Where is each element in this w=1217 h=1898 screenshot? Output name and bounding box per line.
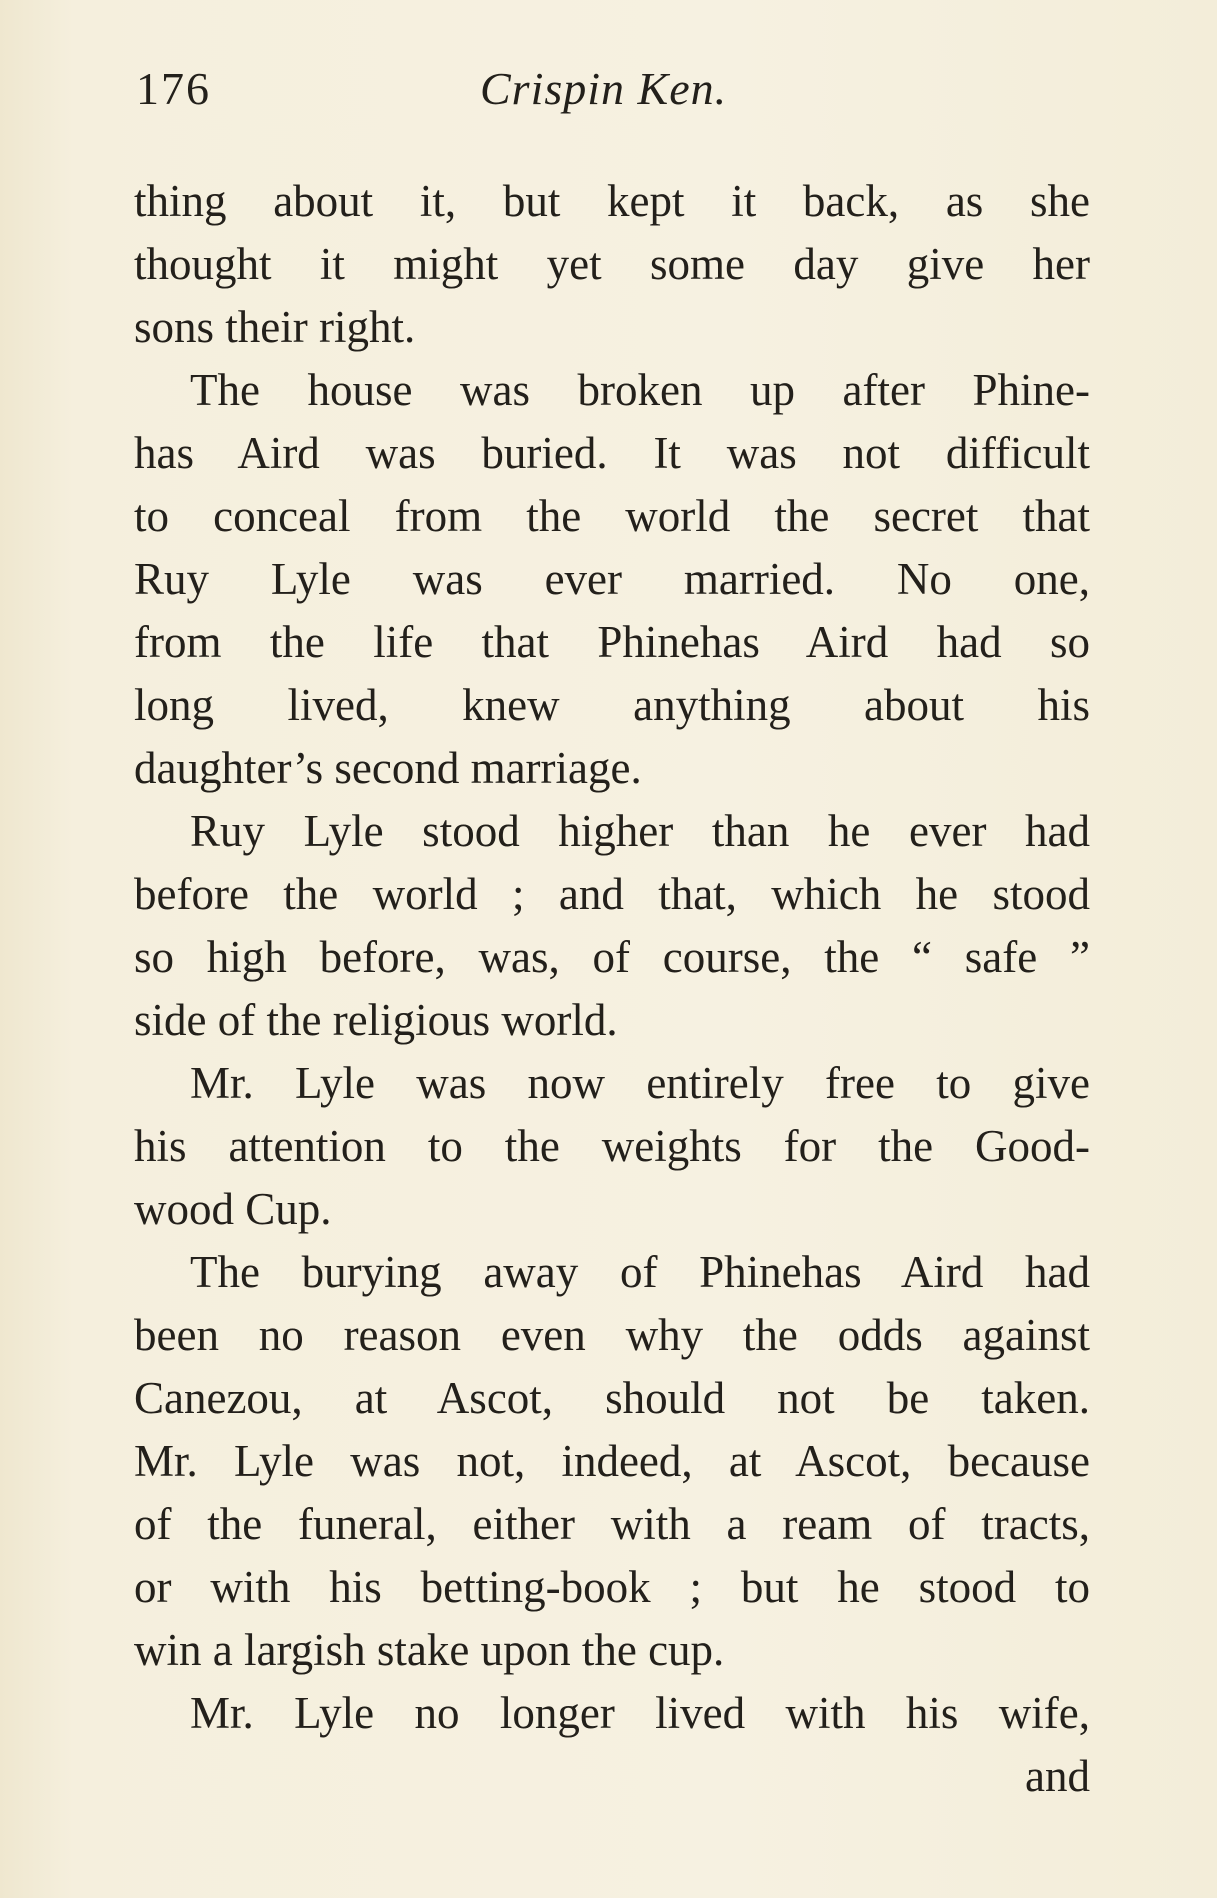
- text-line: or with his betting-book ; but he stood to: [134, 1562, 1090, 1612]
- body-text: [134, 170, 1090, 1808]
- text-line: wood Cup.: [134, 1184, 332, 1234]
- text-line: been no reason even why the odds against: [134, 1310, 1090, 1360]
- text-line: his attention to the weights for the Good-: [134, 1121, 1090, 1171]
- text-line: to conceal from the world the secret that: [134, 491, 1090, 541]
- catchword: and: [1025, 1751, 1090, 1801]
- text-line: has Aird was buried. It was not difficult: [134, 428, 1090, 478]
- text-line: from the life that Phinehas Aird had so: [134, 617, 1090, 667]
- text-line: thought it might yet some day give her: [134, 239, 1090, 289]
- text-line: long lived, knew anything about his: [134, 680, 1090, 730]
- page-header: [136, 62, 1096, 122]
- text-line: thing about it, but kept it back, as she: [134, 176, 1090, 226]
- text-line: The burying away of Phinehas Aird had: [190, 1247, 1090, 1297]
- page-number: 176: [136, 63, 211, 114]
- text-line: Mr. Lyle no longer lived with his wife,: [190, 1688, 1090, 1738]
- text-line: Canezou, at Ascot, should not be taken.: [134, 1373, 1090, 1423]
- text-line: of the funeral, either with a ream of tracts,: [134, 1499, 1090, 1549]
- text-line: Ruy Lyle stood higher than he ever had: [190, 806, 1090, 856]
- text-line: sons their right.: [134, 302, 416, 352]
- text-line: side of the religious world.: [134, 995, 618, 1045]
- running-head: Crispin Ken.: [480, 63, 728, 114]
- text-line: win a largish stake upon the cup.: [134, 1625, 725, 1675]
- text-line: so high before, was, of course, the “ safe ”: [134, 932, 1090, 982]
- text-line: before the world ; and that, which he stood: [134, 869, 1090, 919]
- text-line: daughter’s second marriage.: [134, 743, 642, 793]
- text-line: Ruy Lyle was ever married. No one,: [134, 554, 1090, 604]
- text-line: Mr. Lyle was now entirely free to give: [190, 1058, 1090, 1108]
- text-line: Mr. Lyle was not, indeed, at Ascot, because: [134, 1436, 1090, 1486]
- text-line: The house was broken up after Phine-: [190, 365, 1090, 415]
